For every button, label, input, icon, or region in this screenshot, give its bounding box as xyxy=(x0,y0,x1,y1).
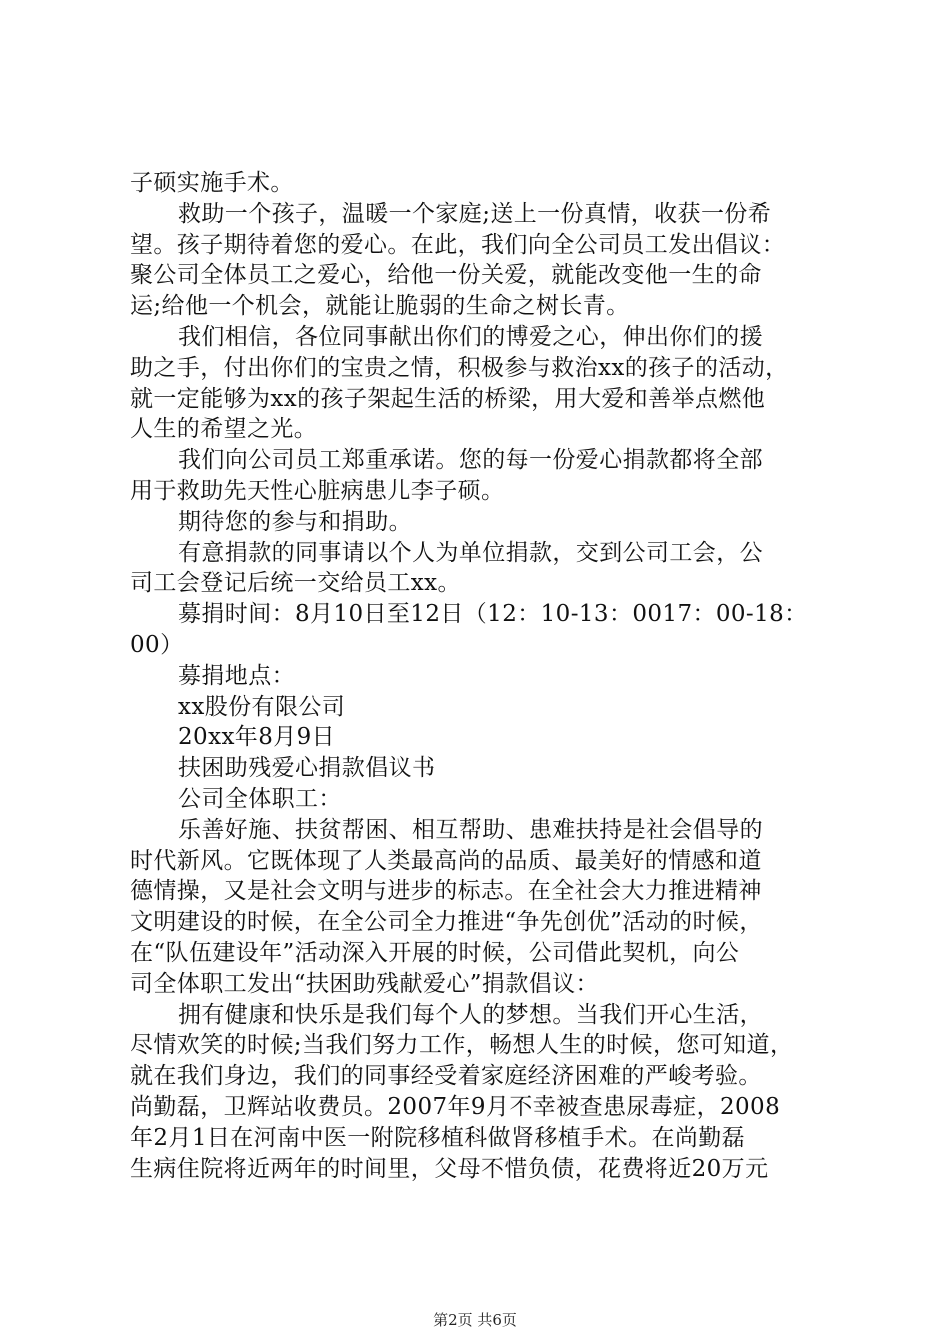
text-line: 子硕实施手术。 xyxy=(130,170,294,196)
text-line: 20xx年8月9日 xyxy=(178,724,336,751)
text-line: 文明建设的时候，在全公司全力推进“争先创优”活动的时候， xyxy=(130,909,763,936)
page-footer: 第2页 共6页 xyxy=(433,1311,517,1329)
text-line: 尽情欢笑的时候;当我们努力工作，畅想人生的时候，您可知道， xyxy=(130,1032,794,1059)
text-line: 运;给他一个机会，就能让脆弱的生命之树长青。 xyxy=(130,293,630,320)
text-line: 聚公司全体员工之爱心，给他一份关爱，就能改变他一生的命 xyxy=(130,262,762,289)
text-line: 司工会登记后统一交给员工xx。 xyxy=(130,570,461,597)
text-line: 年2月1日在河南中医一附院移植科做肾移植手术。在尚勤磊 xyxy=(130,1124,746,1151)
text-line: 募捐时间：8月10日至12日（12：10-13：0017：00-18： xyxy=(178,601,808,628)
text-line: 救助一个孩子，温暖一个家庭;送上一份真情，收获一份希 xyxy=(178,200,772,227)
text-line: 助之手，付出你们的宝贵之情，积极参与救治xx的孩子的活动， xyxy=(130,354,789,381)
text-line: 在“队伍建设年”活动深入开展的时候，公司借此契机，向公 xyxy=(130,939,740,966)
text-line: 拥有健康和快乐是我们每个人的梦想。当我们开心生活， xyxy=(178,1001,763,1028)
document-body xyxy=(130,168,830,1184)
text-line: xx股份有限公司 xyxy=(178,693,346,720)
text-line: 用于救助先天性心脏病患儿李子硕。 xyxy=(130,477,505,504)
text-line: 期待您的参与和捐助。 xyxy=(178,508,412,535)
text-line: 我们向公司员工郑重承诺。您的每一份爱心捐款都将全部 xyxy=(178,447,763,474)
text-line: 德情操，又是社会文明与进步的标志。在全社会大力推进精神 xyxy=(130,878,762,905)
text-line: 人生的希望之光。 xyxy=(130,416,318,443)
text-line: 生病住院将近两年的时间里，父母不惜负债，花费将近20万元 xyxy=(130,1155,769,1182)
text-line: 公司全体职工： xyxy=(178,785,342,812)
text-line: 时代新风。它既体现了人类最高尚的品质、最美好的情感和道 xyxy=(130,847,762,874)
text-line: 就一定能够为xx的孩子架起生活的桥梁，用大爱和善举点燃他 xyxy=(130,385,766,412)
text-line: 望。孩子期待着您的爱心。在此，我们向全公司员工发出倡议： xyxy=(130,231,786,258)
text-line: 尚勤磊，卫辉站收费员。2007年9月不幸被查患尿毒症，2008 xyxy=(130,1093,781,1120)
text-line: 有意捐款的同事请以个人为单位捐款，交到公司工会，公 xyxy=(178,539,763,566)
text-line: 我们相信，各位同事献出你们的博爱之心，伸出你们的援 xyxy=(178,323,763,350)
text-line: 乐善好施、扶贫帮困、相互帮助、患难扶持是社会倡导的 xyxy=(178,816,763,843)
text-line: 扶困助残爱心捐款倡议书 xyxy=(178,755,436,782)
text-line: 募捐地点： xyxy=(178,662,295,689)
text-line: 就在我们身边，我们的同事经受着家庭经济困难的严峻考验。 xyxy=(130,1063,762,1090)
text-line: 司全体职工发出“扶困助残献爱心”捐款倡议： xyxy=(130,970,599,997)
text-line: 00） xyxy=(130,631,184,658)
